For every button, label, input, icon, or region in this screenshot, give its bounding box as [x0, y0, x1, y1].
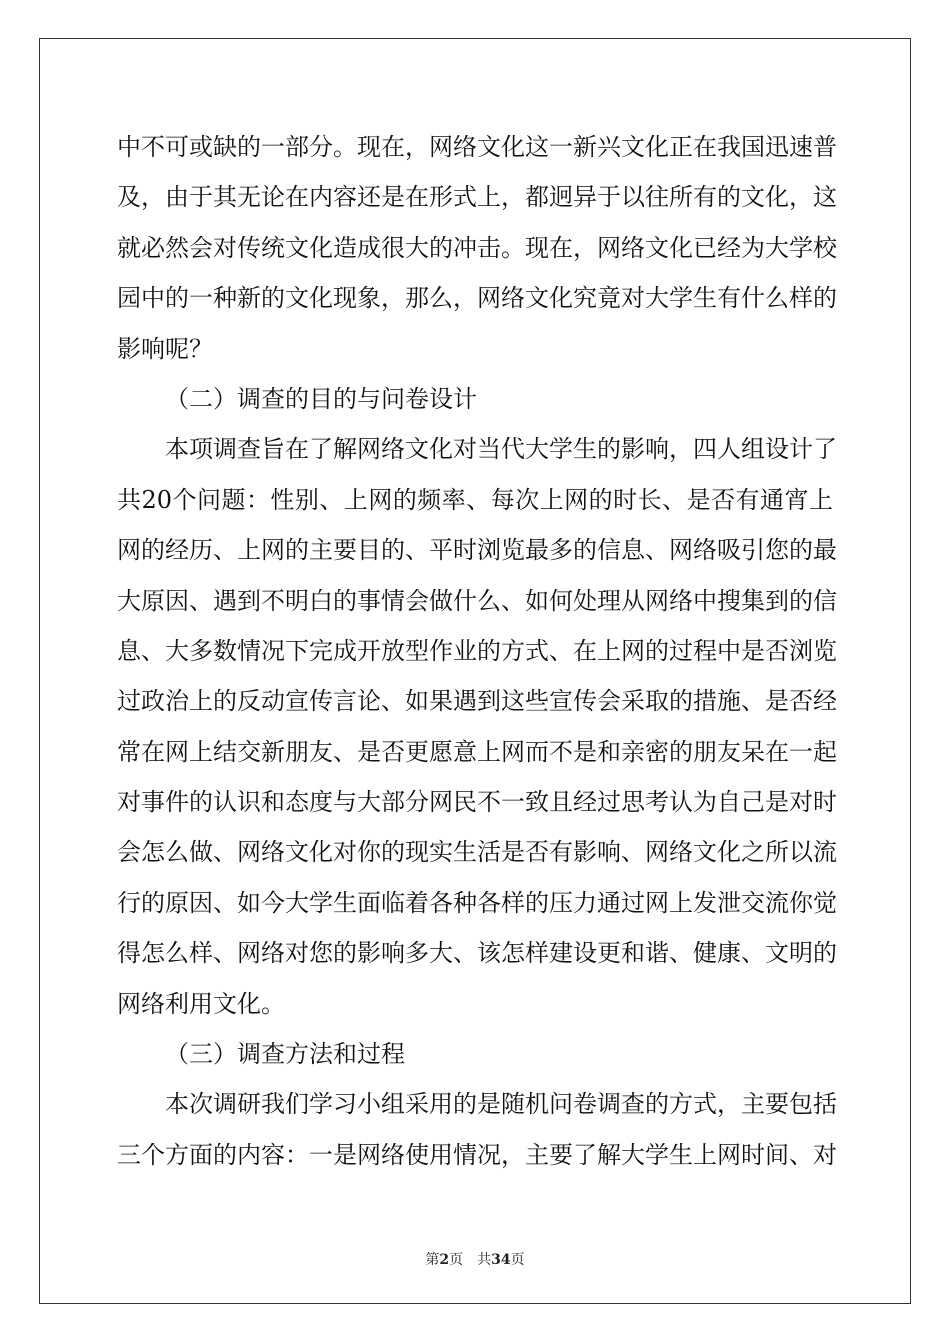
total-pages: 34 — [491, 1252, 511, 1268]
total-label-prefix: 共 — [477, 1252, 492, 1268]
text-line: 对事件的认识和态度与大部分网民不一致且经过思考认为自己是对时 — [117, 788, 837, 817]
page-label-prefix: 第 — [425, 1252, 440, 1268]
page-label-suffix: 页 — [449, 1252, 464, 1268]
text-line: （二）调查的目的与问卷设计 — [165, 384, 477, 413]
text-line: （三）调查方法和过程 — [165, 1040, 405, 1069]
text-line: 影响呢？ — [117, 334, 213, 363]
text-line: 中不可或缺的一部分。现在，网络文化这一新兴文化正在我国迅速普 — [117, 133, 837, 161]
paragraph — [117, 424, 837, 1029]
total-label-suffix: 页 — [510, 1252, 525, 1268]
text-line: 园中的一种新的文化现象，那么，网络文化究竟对大学生有什么样的 — [117, 284, 837, 313]
text-line: 本次调研我们学习小组采用的是随机问卷调查的方式，主要包括 — [165, 1090, 837, 1119]
text-line: 三个方面的内容：一是网络使用情况，主要了解大学生上网时间、对 — [117, 1140, 837, 1169]
text-line: 行的原因、如今大学生面临着各种各样的压力通过网上发泄交流你觉 — [117, 888, 837, 917]
text-line: 本项调查旨在了解网络文化对当代大学生的影响，四人组设计了 — [165, 435, 837, 464]
section-heading — [117, 374, 833, 424]
text-line: 常在网上结交新朋友、是否更愿意上网而不是和亲密的朋友呆在一起 — [117, 737, 837, 766]
paragraph — [117, 122, 837, 374]
text-line: 共20个问题：性别、上网的频率、每次上网的时长、是否有通宵上 — [117, 485, 833, 514]
text-line: 就必然会对传统文化造成很大的冲击。现在，网络文化已经为大学校 — [117, 233, 837, 262]
text-line: 得怎么样、网络对您的影响多大、该怎样建设更和谐、健康、文明的 — [117, 939, 837, 968]
text-line: 大原因、遇到不明白的事情会做什么、如何处理从网络中搜集到的信 — [117, 586, 837, 615]
document-body — [117, 122, 837, 1180]
paragraph — [117, 1079, 837, 1180]
text-line: 网络利用文化。 — [117, 989, 285, 1018]
page-footer — [0, 1249, 950, 1269]
text-line: 及，由于其无论在内容还是在形式上，都迥异于以往所有的文化，这 — [117, 183, 837, 212]
text-line: 会怎么做、网络文化对你的现实生活是否有影响、网络文化之所以流 — [117, 838, 837, 867]
text-line: 网的经历、上网的主要目的、平时浏览最多的信息、网络吸引您的最 — [117, 536, 837, 565]
page-number: 2 — [439, 1252, 450, 1268]
section-heading — [117, 1029, 833, 1079]
text-line: 息、大多数情况下完成开放型作业的方式、在上网的过程中是否浏览 — [117, 636, 837, 665]
text-line: 过政治上的反动宣传言论、如果遇到这些宣传会采取的措施、是否经 — [117, 687, 837, 716]
